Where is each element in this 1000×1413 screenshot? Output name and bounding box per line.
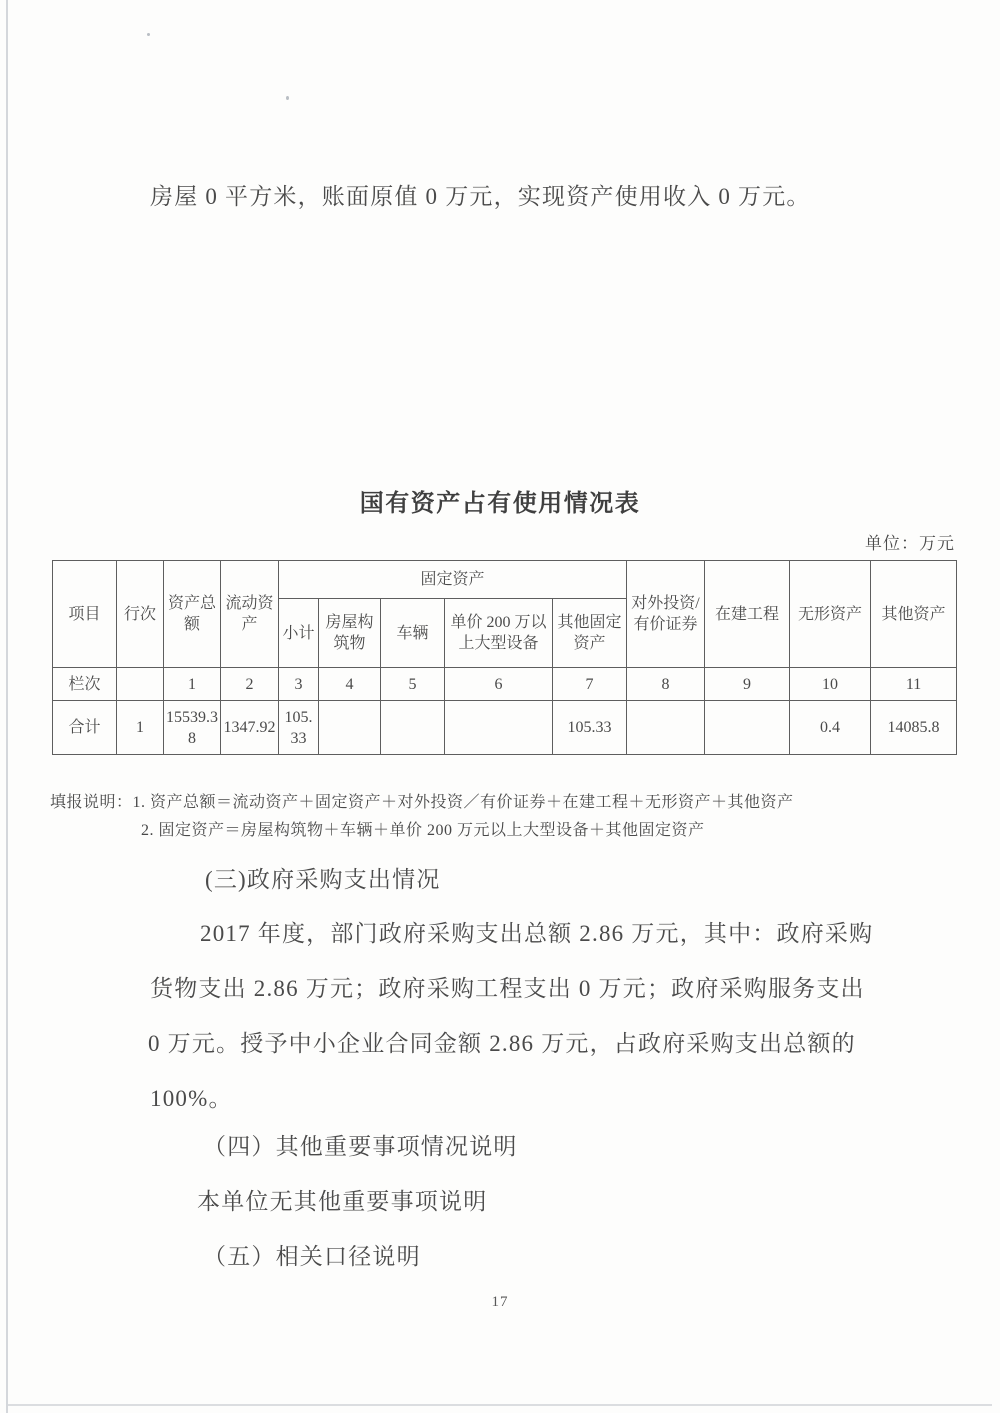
header-other-fixed: 其他固定资产 [553,599,627,668]
header-current-assets: 流动资产 [221,561,279,668]
total-row [53,701,957,755]
scan-edge-bottom [8,1404,992,1406]
lane-cell: 5 [381,668,445,701]
section-4-heading: （四）其他重要事项情况说明 [203,1134,518,1159]
lane-cell: 11 [871,668,957,701]
total-cell [319,701,381,755]
section-3-line-1: 2017 年度，部门政府采购支出总额 2.86 万元，其中：政府采购 [200,921,874,946]
total-cell: 1347.92 [221,701,279,755]
lane-cell: 1 [164,668,221,701]
lane-cell: 3 [279,668,319,701]
header-investments: 对外投资/有价证券 [627,561,705,668]
filling-note-1: 填报说明：1. 资产总额＝流动资产＋固定资产＋对外投资／有价证券＋在建工程＋无形资产＋其他资产 [50,794,794,811]
header-large-equipment: 单价 200 万以上大型设备 [445,599,553,668]
unit-label: 单位：万元 [865,534,955,553]
section-3-line-2: 货物支出 2.86 万元；政府采购工程支出 0 万元；政府采购服务支出 [150,976,865,1001]
total-cell: 105.33 [553,701,627,755]
filling-note-2: 2. 固定资产＝房屋构筑物＋车辆＋单价 200 万元以上大型设备＋其他固定资产 [141,822,705,839]
lane-cell: 2 [221,668,279,701]
header-other-assets: 其他资产 [871,561,957,668]
header-construction: 在建工程 [705,561,790,668]
section-5-heading: （五）相关口径说明 [203,1244,421,1269]
total-cell: 14085.8 [871,701,957,755]
scan-speck [286,96,289,100]
total-cell [381,701,445,755]
scan-edge-left [6,0,8,1413]
lane-cell: 9 [705,668,790,701]
scan-speck [147,33,150,36]
header-buildings: 房屋构筑物 [319,599,381,668]
table-title: 国有资产占有使用情况表 [359,490,641,517]
lane-cell: 4 [319,668,381,701]
intro-paragraph: 房屋 0 平方米，账面原值 0 万元，实现资产使用收入 0 万元。 [150,184,811,209]
lane-cell: 8 [627,668,705,701]
header-row-no: 行次 [117,561,164,668]
total-cell [445,701,553,755]
header-vehicles: 车辆 [381,599,445,668]
header-item: 项目 [53,561,117,668]
page-number: 17 [491,1294,509,1310]
section-4-body: 本单位无其他重要事项说明 [197,1189,488,1214]
lane-cell [117,668,164,701]
total-cell [627,701,705,755]
lane-cell: 10 [790,668,871,701]
lane-cell: 7 [553,668,627,701]
total-cell: 15539.38 [164,701,221,755]
header-total-assets: 资产总额 [164,561,221,668]
header-fixed-assets-group: 固定资产 [279,561,627,599]
header-fixed-subtotal: 小计 [279,599,319,668]
lane-cell: 6 [445,668,553,701]
section-3-heading: (三)政府采购支出情况 [205,867,441,892]
total-row-label: 合计 [53,701,117,755]
lane-number-row [53,668,957,701]
total-cell: 1 [117,701,164,755]
total-cell: 105.33 [279,701,319,755]
section-3-line-4: 100%。 [150,1086,233,1111]
state-assets-table [52,560,957,755]
header-intangible: 无形资产 [790,561,871,668]
section-3-line-3: 0 万元。授予中小企业合同金额 2.86 万元，占政府采购支出总额的 [148,1031,856,1056]
total-cell: 0.4 [790,701,871,755]
lane-row-label: 栏次 [53,668,117,701]
total-cell [705,701,790,755]
